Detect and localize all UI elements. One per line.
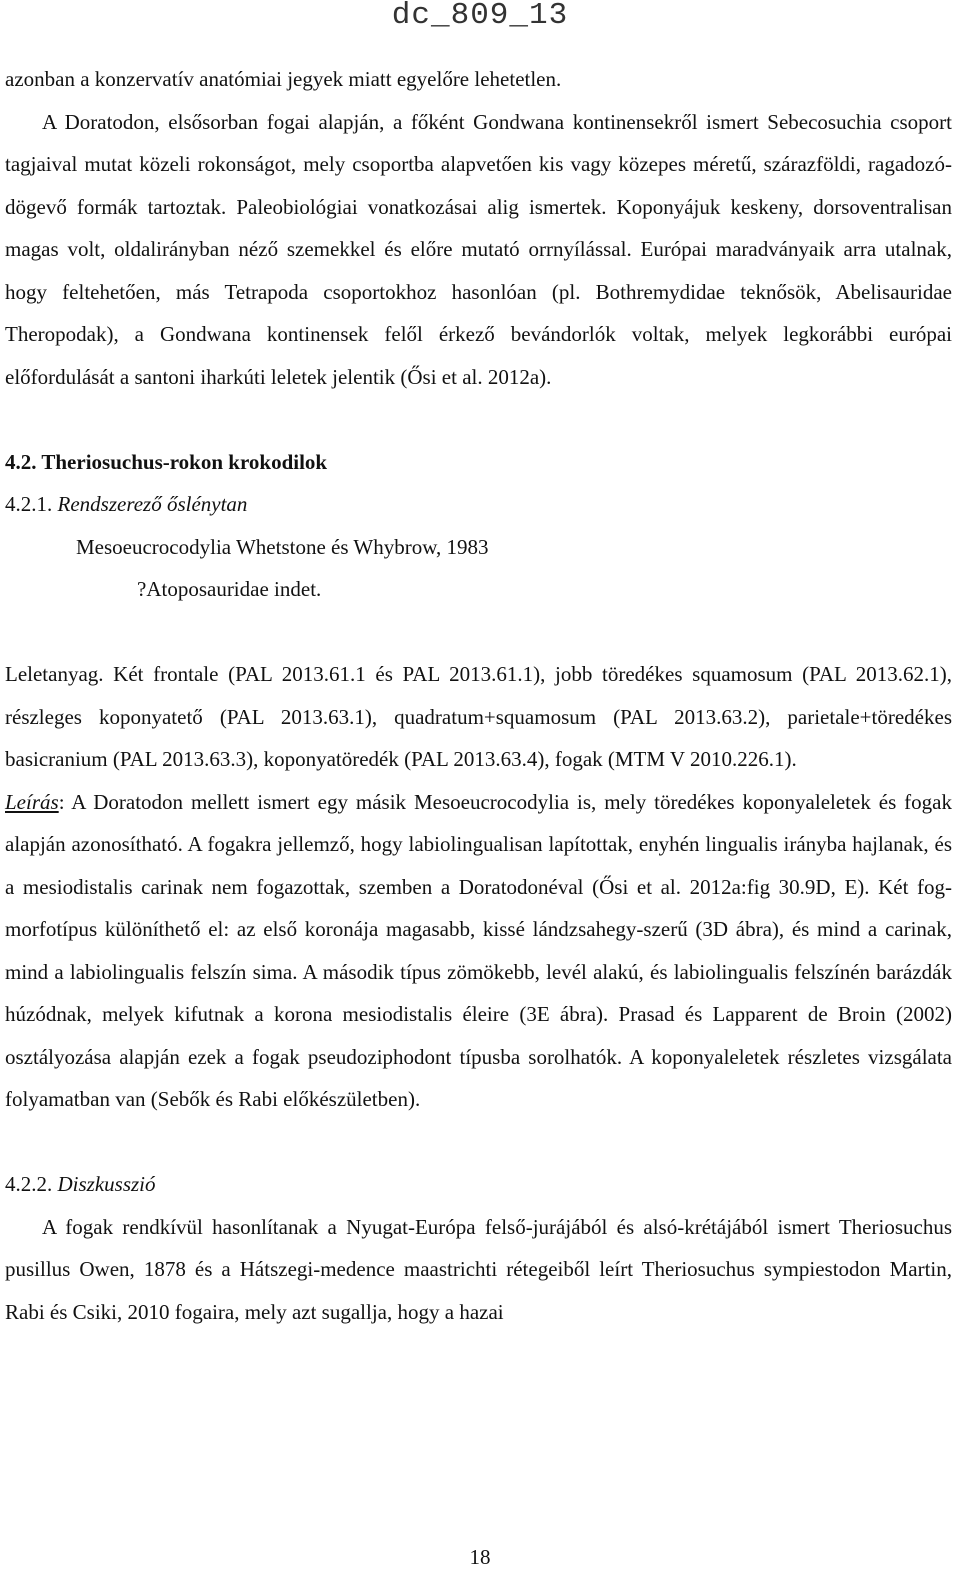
document-id-header: dc_809_13 (391, 0, 569, 33)
paragraph-continuation: azonban a konzervatív anatómiai jegyek miatt egyelőre lehetetlen. (5, 67, 562, 91)
spacer (5, 1121, 952, 1164)
subsection-title: Diszkusszió (57, 1172, 156, 1196)
paragraph-doratodon: A Doratodon, elsősorban fogai alapján, a főként Gondwana kontinensekről ismert Sebecosuchia csoport tagjaival mutat közeli rokonságot, mely csoportba alapvetően kis vagy közepes méretű, szárazföldi, ragadozó-dögevő formák tartoztak. Paleobiológiai vonatkozásai alig ismertek. Koponyájuk keskeny, dorsoventralisan magas volt, oldalirányban néző szemekkel és előre mutató orrnyílással. Európai maradványaik arra utalnak, hogy feltehetően, más Tetrapoda csoportokhoz hasonlóan (pl. Bothremydidae teknősök, Abelisauridae Theropodak), a Gondwana kontinensek felől érkező bevándorlók voltak, melyek legkorábbi európai előfordulását a santoni iharkúti leletek jelentik (Ősi et al. 2012a). (5, 109, 952, 389)
description-paragraph (5, 781, 952, 1121)
subsection-heading-systematics (5, 483, 952, 526)
subsection-number: 4.2.2. (5, 1172, 58, 1196)
spacer (5, 611, 952, 654)
spacer (5, 398, 952, 441)
subsection-number: 4.2.1. (5, 492, 58, 516)
description-text: : A Doratodon mellett ismert egy másik Mesoeucrocodylia is, mely töredékes koponyaleletek és fogak alapján azonosítható. A fogakra jellemző, hogy labiolingualisan lapítottak, enyhén lingualis irányba hajlanak, és a mesiodistalis carinak nem fogazottak, szemben a Doratodonéval (Ősi et al. 2012a:fig 30.9D, E). Két fog-morfotípus különíthető el: az első koronája magasabb, kissé lándzsahegy-szerű (3D ábra), és mind a carinak, mind a labiolingualis felszín sima. A második típus zömökebb, levél alakú, és labiolingualis felszínén barázdák húzódnak, melyek kifutnak a korona mesiodistalis éleire (3E ábra). Prasad és Lapparent de Broin (2002) osztályozása alapján ezek a fogak pseudoziphodont típusba sorolhatók. A koponyaleletek részletes vizsgálata folyamatban van (Sebők és Rabi előkészületben). (5, 789, 952, 1111)
taxon-line: Mesoeucrocodylia Whetstone és Whybrow, 1983 (76, 534, 489, 559)
taxon-line: ?Atoposauridae indet. (137, 577, 322, 601)
subsection-title: Rendszerező őslénytan (57, 492, 248, 516)
page-content (5, 58, 952, 1333)
material-paragraph: Leletanyag. Két frontale (PAL 2013.61.1 és PAL 2013.61.1), jobb töredékes squamosum (PAL 2013.62.1), részleges koponyatető (PAL 2013.63.1), quadratum+squamosum (PAL 2013.63.2), parietale+töredékes basicranium (PAL 2013.63.3), koponyatöredék (PAL 2013.63.4), fogak (MTM V 2010.226.1). (5, 662, 952, 771)
page-number: 18 (469, 1545, 491, 1569)
subsection-heading-discussion (5, 1163, 952, 1206)
section-heading: 4.2. Theriosuchus-rokon krokodilok (5, 449, 328, 474)
discussion-paragraph: A fogak rendkívül hasonlítanak a Nyugat-Európa felső-jurájából és alsó-krétájából ismert Theriosuchus pusillus Owen, 1878 és a Hátszegi-medence maastrichti rétegeiből leírt Theriosuchus sympiestodon Martin, Rabi és Csiki, 2010 fogaira, mely azt sugallja, hogy a hazai (5, 1214, 952, 1324)
description-label: Leírás (5, 789, 59, 814)
